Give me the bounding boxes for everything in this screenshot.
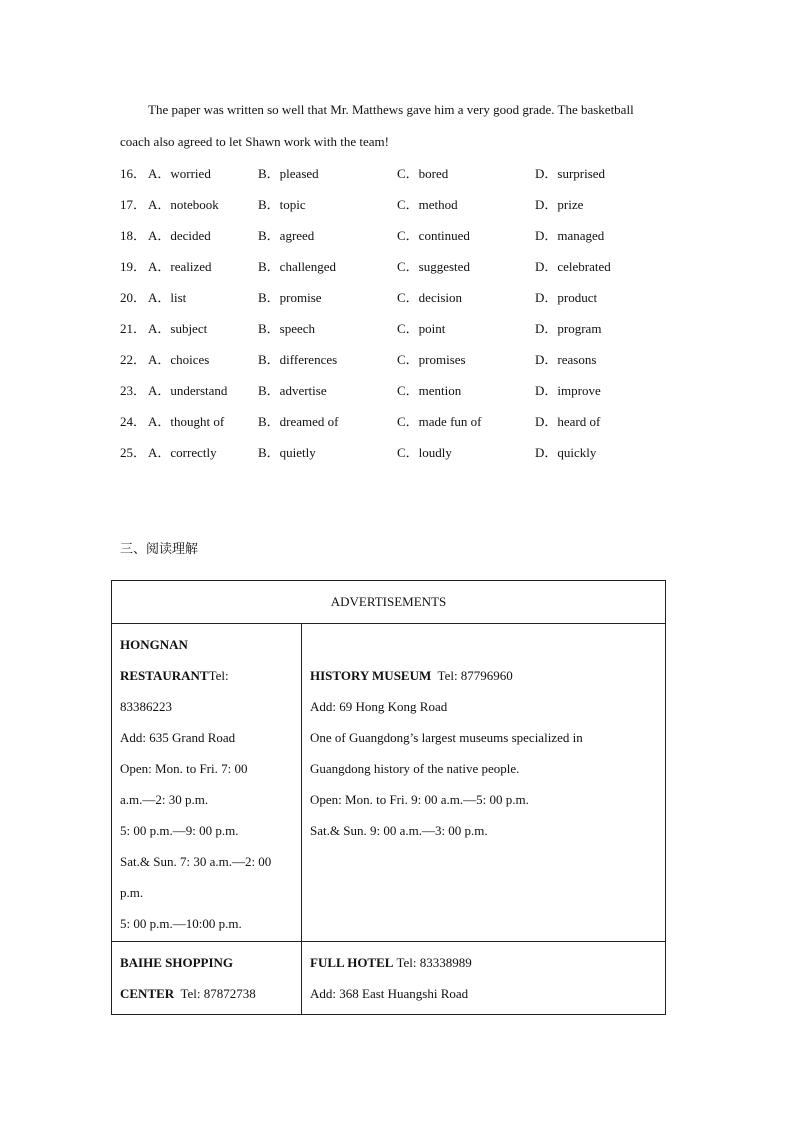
option-b: B．differences: [258, 352, 338, 367]
option-a: A．notebook: [148, 197, 219, 212]
option-b: B．agreed: [258, 228, 315, 243]
option-b: B．promise: [258, 290, 322, 305]
option-c: C．bored: [397, 166, 449, 181]
question-17: [120, 189, 680, 220]
option-b: B．advertise: [258, 383, 327, 398]
question-list: [120, 158, 680, 468]
museum-hours: Open: Mon. to Fri. 9: 00 a.m.—5: 00 p.m.: [310, 791, 529, 807]
question-21: [120, 313, 680, 344]
option-a: A．list: [148, 290, 187, 305]
question-number: 20．: [120, 290, 147, 305]
option-a: A．worried: [148, 166, 211, 181]
hotel-ad: [302, 942, 666, 1015]
restaurant-ad: [112, 624, 302, 942]
option-b: B．quietly: [258, 445, 316, 460]
option-b: B．speech: [258, 321, 316, 336]
option-b: B．dreamed of: [258, 414, 339, 429]
option-c: C．loudly: [397, 445, 452, 460]
option-c: C．decision: [397, 290, 462, 305]
section-title: 三、阅读理解: [120, 542, 199, 557]
question-number: 22．: [120, 352, 147, 367]
option-a: A．realized: [148, 259, 212, 274]
shopping-center-ad: [112, 942, 302, 1015]
option-b: B．challenged: [258, 259, 336, 274]
restaurant-hours: p.m.: [120, 885, 144, 900]
advertisements-table: [111, 580, 666, 1015]
question-number: 23．: [120, 383, 147, 398]
passage-line-1: The paper was written so well that Mr. Matthews gave him a very good grade. The basketball: [148, 102, 634, 117]
option-b: B．topic: [258, 197, 306, 212]
option-a: A．understand: [148, 383, 228, 398]
option-c: C．mention: [397, 383, 462, 398]
question-number: 18．: [120, 228, 147, 243]
question-20: [120, 282, 680, 313]
option-d: D．reasons: [535, 352, 597, 367]
shopping-name-line-1: BAIHE SHOPPING: [120, 955, 234, 970]
question-23: [120, 375, 680, 406]
option-c: C．method: [397, 197, 458, 212]
option-d: D．managed: [535, 228, 605, 243]
option-a: A．thought of: [148, 414, 225, 429]
option-a: A．subject: [148, 321, 208, 336]
restaurant-name-line-1: HONGNAN: [120, 637, 188, 652]
question-number: 21．: [120, 321, 147, 336]
museum-address: Add: 69 Hong Kong Road: [310, 698, 448, 714]
restaurant-hours: 5: 00 p.m.—9: 00 p.m.: [120, 823, 239, 838]
restaurant-name-line-2: RESTAURANTTel:: [120, 668, 229, 683]
question-18: [120, 220, 680, 251]
restaurant-hours: a.m.—2: 30 p.m.: [120, 792, 209, 807]
question-number: 17．: [120, 197, 147, 212]
option-d: D．prize: [535, 197, 584, 212]
option-c: C．continued: [397, 228, 470, 243]
option-c: C．point: [397, 321, 446, 336]
restaurant-phone: 83386223: [120, 699, 172, 714]
option-c: C．promises: [397, 352, 466, 367]
museum-description: One of Guangdong’s largest museums specialized in: [310, 729, 583, 745]
option-d: D．improve: [535, 383, 601, 398]
option-d: D．surprised: [535, 166, 606, 181]
question-number: 19．: [120, 259, 147, 274]
restaurant-hours: 5: 00 p.m.—10:00 p.m.: [120, 916, 242, 931]
passage: [120, 94, 680, 158]
restaurant-hours: Open: Mon. to Fri. 7: 00: [120, 761, 248, 776]
option-c: C．suggested: [397, 259, 470, 274]
option-a: A．correctly: [148, 445, 217, 460]
hotel-address: Add: 368 East Huangshi Road: [310, 986, 469, 1001]
option-d: D．heard of: [535, 414, 601, 429]
question-19: [120, 251, 680, 282]
option-d: D．program: [535, 321, 602, 336]
option-a: A．choices: [148, 352, 210, 367]
option-b: B．pleased: [258, 166, 319, 181]
option-d: D．product: [535, 290, 598, 305]
question-number: 16．: [120, 166, 147, 181]
question-24: [120, 406, 680, 437]
advertisements-header: ADVERTISEMENTS: [112, 581, 666, 624]
question-22: [120, 344, 680, 375]
hotel-name-line: FULL HOTEL Tel: 83338989: [310, 955, 472, 970]
museum-ad: [302, 624, 666, 942]
option-d: D．quickly: [535, 445, 597, 460]
restaurant-address: Add: 635 Grand Road: [120, 730, 236, 745]
question-number: 25．: [120, 445, 147, 460]
museum-name-line: HISTORY MUSEUM Tel: 87796960: [310, 667, 513, 683]
question-16: [120, 158, 680, 189]
restaurant-hours: Sat.& Sun. 7: 30 a.m.—2: 00: [120, 854, 272, 869]
passage-line-2: coach also agreed to let Shawn work with the team!: [120, 134, 389, 149]
museum-description: Guangdong history of the native people.: [310, 760, 520, 776]
question-number: 24．: [120, 414, 147, 429]
question-25: [120, 437, 680, 468]
shopping-name-line-2: CENTER Tel: 87872738: [120, 986, 256, 1001]
museum-hours: Sat.& Sun. 9: 00 a.m.—3: 00 p.m.: [310, 822, 488, 838]
option-a: A．decided: [148, 228, 211, 243]
option-c: C．made fun of: [397, 414, 482, 429]
option-d: D．celebrated: [535, 259, 611, 274]
